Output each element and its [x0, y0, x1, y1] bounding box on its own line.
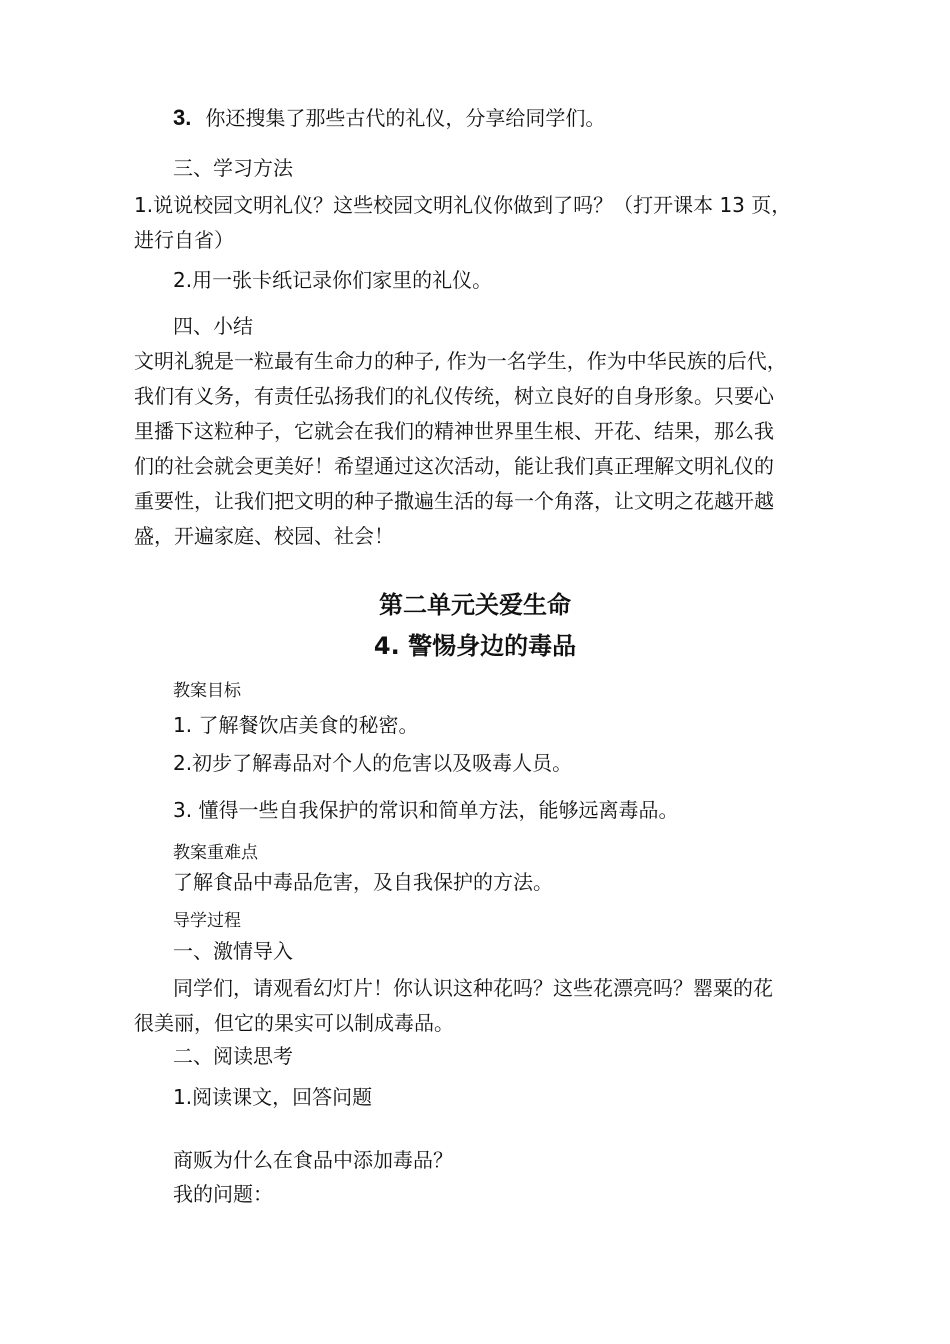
- my-question-label: 我的问题：: [173, 1182, 273, 1206]
- item-3: [173, 105, 605, 131]
- keypoints-text: 了解食品中毒品危害，及自我保护的方法。: [173, 870, 553, 894]
- summary-line: 们的社会就会更美好！希望通过这次活动，能让我们真正理解文明礼仪的: [134, 454, 774, 478]
- item-3-text: 你还搜集了那些古代的礼仪，分享给同学们。: [205, 106, 606, 130]
- goals-heading: 教案目标: [173, 681, 241, 701]
- summary-line: 盛，开遍家庭、校园、社会！: [134, 524, 394, 548]
- lesson-title: 4. 警惕身边的毒品: [373, 632, 577, 660]
- heading-learning-methods: 三、学习方法: [173, 156, 293, 180]
- heading-summary: 四、小结: [173, 314, 253, 338]
- keypoints-heading: 教案重难点: [173, 843, 258, 863]
- summary-line: 重要性，让我们把文明的种子撒遍生活的每一个角落，让文明之花越开越: [134, 489, 774, 513]
- step-1-line-2: 很美丽，但它的果实可以制成毒品。: [134, 1011, 454, 1035]
- item-3-number: 3.: [173, 105, 192, 130]
- unit-title: 第二单元关爱生命: [379, 591, 571, 619]
- step-2-item-1: 1.阅读课文，回答问题: [173, 1085, 373, 1109]
- question-text: 商贩为什么在食品中添加毒品？: [173, 1148, 453, 1172]
- process-heading: 导学过程: [173, 911, 241, 931]
- method-2: 2.用一张卡纸记录你们家里的礼仪。: [173, 268, 493, 292]
- summary-line: 我们有义务，有责任弘扬我们的礼仪传统，树立良好的自身形象。只要心: [134, 384, 774, 408]
- step-1-heading: 一、激情导入: [173, 939, 293, 963]
- method-1-line-2: 进行自省）: [134, 228, 234, 252]
- step-1-line-1: 同学们，请观看幻灯片！你认识这种花吗？这些花漂亮吗？罂粟的花: [173, 976, 773, 1000]
- method-1-line-1: 1.说说校园文明礼仪？这些校园文明礼仪你做到了吗？（打开课本 13 页，: [134, 193, 792, 217]
- summary-line: 里播下这粒种子，它就会在我们的精神世界里生根、开花、结果，那么我: [134, 419, 774, 443]
- summary-line: 文明礼貌是一粒最有生命力的种子, 作为一名学生，作为中华民族的后代，: [134, 349, 787, 373]
- goal-1: 1. 了解餐饮店美食的秘密。: [173, 713, 419, 737]
- goal-3: 3. 懂得一些自我保护的常识和简单方法，能够远离毒品。: [173, 798, 679, 822]
- goal-2: 2.初步了解毒品对个人的危害以及吸毒人员。: [173, 751, 573, 775]
- step-2-heading: 二、阅读思考: [173, 1044, 293, 1068]
